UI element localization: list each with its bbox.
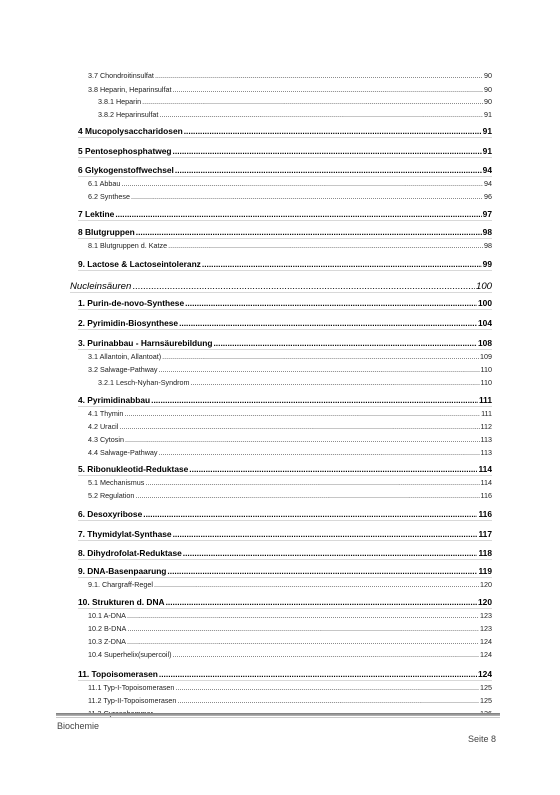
toc-entry-page: 125 [480, 683, 492, 692]
toc-entry[interactable] [88, 650, 492, 659]
toc-entry-page: 90 [484, 71, 492, 80]
toc-entry[interactable] [78, 146, 492, 156]
toc-entry-page: 104 [478, 318, 492, 328]
toc-entry-page: 100 [475, 281, 492, 292]
toc-entry[interactable] [88, 352, 492, 361]
toc-entry-page: 125 [480, 696, 492, 705]
dot-leader [166, 597, 477, 607]
dot-leader [173, 650, 480, 659]
dot-leader [159, 110, 483, 119]
toc-entry-page: 119 [478, 566, 492, 576]
toc-entry[interactable] [88, 241, 492, 250]
dot-leader [159, 365, 480, 374]
toc-separator [78, 475, 492, 476]
toc-entry[interactable] [88, 448, 492, 457]
toc-entry[interactable] [78, 227, 492, 237]
dot-leader [154, 580, 479, 589]
toc-entry-title: 4.2 Uracil [88, 422, 119, 431]
dot-leader [162, 352, 479, 361]
toc-entry-title: 6.1 Abbau [88, 179, 121, 188]
toc-separator [78, 238, 492, 239]
toc-separator [78, 680, 492, 681]
toc-entry[interactable] [88, 365, 492, 374]
toc-entry-title: 7. Thymidylat-Synthase [78, 529, 172, 539]
toc-entry-page: 114 [478, 464, 492, 474]
toc-entry[interactable] [88, 683, 492, 692]
dot-leader [145, 478, 479, 487]
toc-separator [78, 559, 492, 560]
toc-separator [78, 309, 492, 310]
dot-leader [168, 241, 483, 250]
dot-leader [202, 259, 482, 269]
dot-leader [127, 624, 479, 633]
footer-document-title: Biochemie [57, 721, 100, 731]
toc-entry-page: 118 [478, 548, 492, 558]
toc-entry-page: 91 [484, 110, 492, 119]
toc-entry-page: 108 [478, 338, 492, 348]
toc-entry-page: 123 [480, 624, 492, 633]
footer-rule-thin [56, 717, 500, 718]
toc-separator [78, 329, 492, 330]
dot-leader [189, 464, 477, 474]
toc-entry[interactable] [78, 165, 492, 175]
toc-entry[interactable] [78, 318, 492, 328]
toc-entry[interactable] [78, 259, 492, 269]
toc-entry-title: 3. Purinabbau - Harnsäurebildung [78, 338, 213, 348]
toc-entry[interactable] [88, 435, 492, 444]
toc-entry-page: 100 [478, 298, 492, 308]
toc-entry[interactable] [70, 281, 492, 292]
toc-entry-title: 6. Desoxyribose [78, 509, 143, 519]
toc-entry[interactable] [78, 548, 492, 558]
dot-leader [135, 491, 479, 500]
dot-leader [142, 97, 483, 106]
toc-entry-title: 5 Pentosephosphatweg [78, 146, 172, 156]
toc-entry-title: 3.8 Heparin, Heparinsulfat [88, 85, 172, 94]
toc-entry-title: 8.1 Blutgruppen d. Katze [88, 241, 168, 250]
toc-entry[interactable] [98, 110, 492, 119]
toc-entry[interactable] [88, 179, 492, 188]
toc-separator [70, 292, 492, 293]
toc-entry-page: 124 [478, 669, 492, 679]
toc-entry-page: 124 [480, 650, 492, 659]
dot-leader [132, 281, 475, 292]
toc-separator [78, 577, 492, 578]
toc-entry[interactable] [78, 597, 492, 607]
dot-leader [115, 209, 481, 219]
toc-entry[interactable] [78, 529, 492, 539]
toc-entry[interactable] [88, 85, 492, 94]
toc-separator [78, 406, 492, 407]
footer-page-number: Seite 8 [467, 734, 496, 744]
toc-entry-page: 96 [484, 192, 492, 201]
toc-entry[interactable] [88, 71, 492, 80]
toc-entry[interactable] [98, 378, 492, 387]
toc-entry[interactable] [78, 509, 492, 519]
dot-leader [119, 422, 479, 431]
toc-entry[interactable] [88, 580, 492, 589]
toc-entry-title: 9. Lactose & Lactoseintoleranz [78, 259, 201, 269]
dot-leader [177, 696, 479, 705]
toc-entry[interactable] [78, 566, 492, 576]
dot-leader [155, 71, 483, 80]
toc-entry-title: 10.4 Superhelix(supercoil) [88, 650, 172, 659]
toc-entry-title: 4.4 Salwage-Pathway [88, 448, 158, 457]
toc-entry-title: 10. Strukturen d. DNA [78, 597, 165, 607]
dot-leader [125, 435, 480, 444]
toc-entry[interactable] [98, 97, 492, 106]
toc-entry-title: 11.2 Typ-II-Topoisomerasen [88, 696, 177, 705]
toc-entry-title: 9. DNA-Basenpaarung [78, 566, 167, 576]
dot-leader [127, 611, 479, 620]
toc-entry-title: 7 Lektine [78, 209, 115, 219]
dot-leader [127, 637, 479, 646]
toc-entry-title: 4.3 Cytosin [88, 435, 124, 444]
toc-entry-title: 4 Mucopolysaccharidosen [78, 126, 183, 136]
toc-entry[interactable] [88, 478, 492, 487]
toc-separator [78, 176, 492, 177]
toc-entry-page: 111 [481, 409, 492, 418]
dot-leader [213, 338, 477, 348]
dot-leader [167, 566, 477, 576]
dot-leader [173, 529, 478, 539]
toc-entry-title: 3.2 Salwage-Pathway [88, 365, 158, 374]
dot-leader [173, 146, 482, 156]
toc-entry[interactable] [78, 669, 492, 679]
toc-entry[interactable] [88, 491, 492, 500]
toc-entry[interactable] [88, 611, 492, 620]
toc-entry-title: 3.7 Chondroitinsulfat [88, 71, 154, 80]
toc-entry-page: 97 [482, 209, 492, 219]
toc-entry-title: 10.3 Z-DNA [88, 637, 126, 646]
toc-entry[interactable] [78, 464, 492, 474]
toc-entry-title: 2. Pyrimidin-Biosynthese [78, 318, 179, 328]
toc-separator [78, 157, 492, 158]
toc-entry-title: 8. Dihydrofolat-Reduktase [78, 548, 182, 558]
toc-separator [78, 349, 492, 350]
toc-entry-page: 99 [482, 259, 492, 269]
toc-entry-page: 113 [480, 448, 492, 457]
toc-entry-title: 5. Ribonukleotid-Reduktase [78, 464, 189, 474]
toc-entry-page: 110 [480, 365, 492, 374]
toc-entry-title: 1. Purin-de-novo-Synthese [78, 298, 185, 308]
toc-entry[interactable] [88, 637, 492, 646]
toc-entry-page: 112 [480, 422, 492, 431]
toc-entry-title: 10.1 A-DNA [88, 611, 126, 620]
toc-entry-page: 91 [482, 146, 492, 156]
toc-entry-title: 3.2.1 Lesch-Nyhan-Syndrom [98, 378, 190, 387]
toc-entry[interactable] [78, 338, 492, 348]
toc-entry-title: 6.2 Synthese [88, 192, 130, 201]
toc-entry[interactable] [88, 192, 492, 201]
toc-separator [78, 137, 492, 138]
dot-leader [143, 509, 477, 519]
toc-entry-page: 94 [482, 165, 492, 175]
toc-entry-title: 3.1 Allantoin, Allantoat) [88, 352, 162, 361]
toc-entry-page: 113 [480, 435, 492, 444]
dot-leader [179, 318, 477, 328]
toc-entry[interactable] [88, 422, 492, 431]
toc-entry[interactable] [78, 209, 492, 219]
toc-entry-page: 117 [478, 529, 492, 539]
toc-entry-page: 109 [480, 352, 492, 361]
dot-leader [173, 85, 483, 94]
toc-entry-title: 4. Pyrimidinabbau [78, 395, 151, 405]
toc-entry[interactable] [78, 395, 492, 405]
toc-entry-title: 11.1 Typ-I-Topoisomerasen [88, 683, 175, 692]
dot-leader [175, 165, 482, 175]
toc-separator [78, 608, 492, 609]
toc-entry-page: 116 [478, 509, 492, 519]
toc-entry-page: 98 [482, 227, 492, 237]
toc-entry-page: 91 [482, 126, 492, 136]
dot-leader [124, 409, 480, 418]
toc-entry-page: 110 [480, 378, 492, 387]
dot-leader [159, 669, 477, 679]
toc-entry-title: 10.2 B-DNA [88, 624, 127, 633]
toc-entry-page: 123 [480, 611, 492, 620]
toc-entry-title: 5.1 Mechanismus [88, 478, 145, 487]
toc-entry-page: 98 [484, 241, 492, 250]
dot-leader [151, 395, 478, 405]
toc-entry-page: 120 [478, 597, 492, 607]
toc-entry-page: 94 [484, 179, 492, 188]
dot-leader [185, 298, 477, 308]
toc-entry-page: 124 [480, 637, 492, 646]
dot-leader [131, 192, 483, 201]
toc-entry-page: 90 [484, 85, 492, 94]
dot-leader [191, 378, 480, 387]
dot-leader [121, 179, 483, 188]
toc-entry[interactable] [88, 696, 492, 705]
toc-entry[interactable] [78, 298, 492, 308]
toc-entry-title: 11. Topoisomerasen [78, 669, 158, 679]
toc-entry-page: 120 [480, 580, 492, 589]
toc-entry-title: Nucleinsäuren [70, 281, 132, 292]
toc-entry[interactable] [78, 126, 492, 136]
dot-leader [175, 683, 479, 692]
toc-entry-title: 6 Glykogenstoffwechsel [78, 165, 174, 175]
toc-entry-title: 9.1. Chargraff-Regel [88, 580, 153, 589]
toc-entry[interactable] [88, 409, 492, 418]
dot-leader [136, 227, 482, 237]
toc-entry-title: 5.2 Regulation [88, 491, 135, 500]
toc-entry-page: 114 [480, 478, 492, 487]
dot-leader [183, 548, 478, 558]
toc-separator [78, 520, 492, 521]
toc-entry-page: 111 [478, 395, 492, 405]
toc-separator [78, 220, 492, 221]
toc-separator [78, 270, 492, 271]
dot-leader [184, 126, 482, 136]
toc-entry-title: 3.8.1 Heparin [98, 97, 142, 106]
toc-entry-title: 8 Blutgruppen [78, 227, 135, 237]
toc-entry-title: 3.8.2 Heparinsulfat [98, 110, 159, 119]
toc-entry[interactable] [88, 624, 492, 633]
toc-entry-page: 116 [480, 491, 492, 500]
toc-separator [78, 540, 492, 541]
toc-entry-page: 90 [484, 97, 492, 106]
dot-leader [159, 448, 480, 457]
toc-entry-title: 4.1 Thymin [88, 409, 124, 418]
footer-rule [56, 713, 500, 716]
